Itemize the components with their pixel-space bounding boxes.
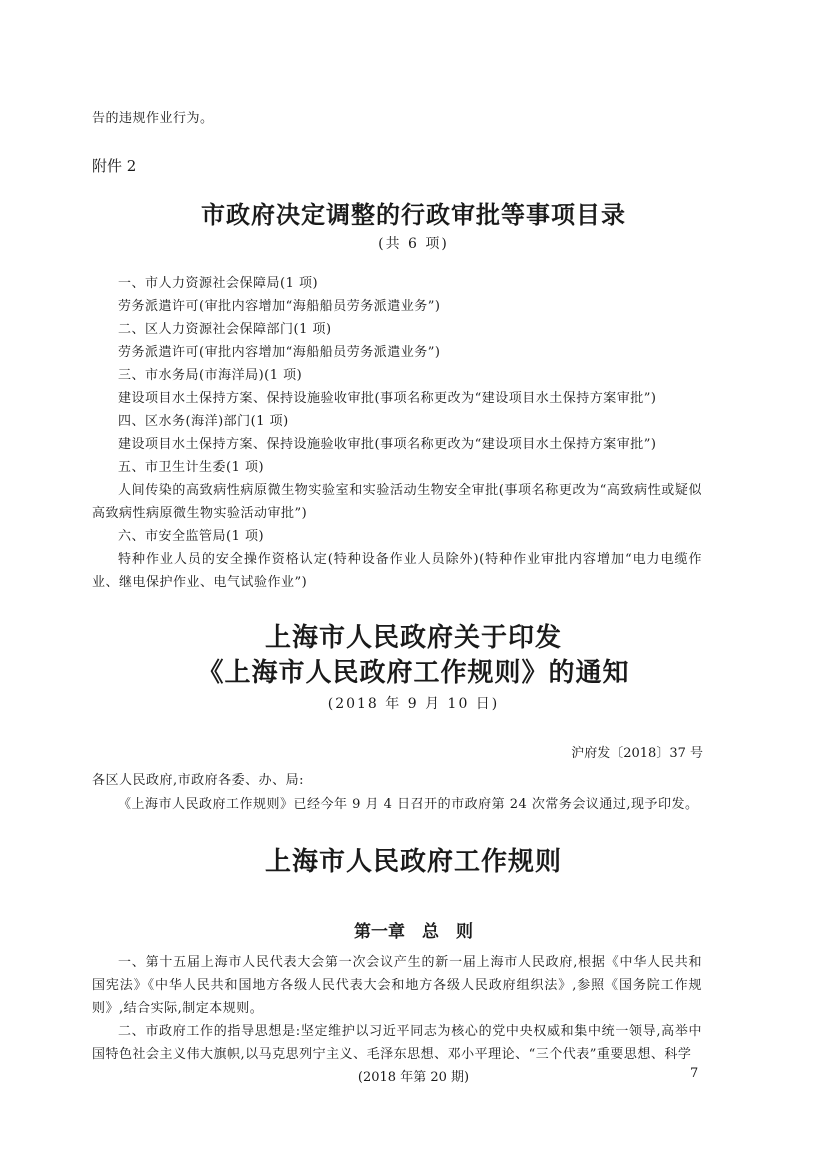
catalog-item-content: 建设项目水土保持方案、保持设施验收审批(事项名称更改为“建设项目水土保持方案审批”): [118, 391, 657, 406]
catalog-count: (共 6 项): [378, 236, 449, 252]
catalog-item-content: 人间传染的高致病性病原微生物实验室和实验活动生物安全审批(事项名称更改为“高致病性或疑似高致病性病原微生物实验活动审批”): [92, 483, 702, 521]
chapter-title: 第一章 总 则: [354, 922, 473, 942]
catalog-item-content: 建设项目水土保持方案、保持设施验收审批(事项名称更改为“建设项目水土保持方案审批”): [118, 437, 657, 452]
carryover-line: 告的违规作业行为。: [92, 111, 214, 126]
page-number: 7: [690, 1066, 699, 1081]
rules-body: [92, 951, 702, 1066]
paragraph: 一、第十五届上海市人民代表大会第一次会议产生的新一届上海市人民政府,根据《中华人民共和国宪法》《中华人民共和国地方各级人民代表大会和地方各级人民政府组织法》,参照《国务院工作规则》,结合实际,制定本规则。: [92, 955, 702, 1016]
footer-issue: (2018 年第 20 期): [357, 1070, 470, 1085]
catalog-item-content: 特种作业人员的安全操作资格认定(特种设备作业人员除外)(特种作业审批内容增加“电力电缆作业、继电保护作业、电气试验作业”): [92, 552, 702, 590]
catalog-item-heading: 二、区人力资源社会保障部门(1 项): [118, 322, 332, 337]
catalog-item-content: 劳务派遣许可(审批内容增加“海船船员劳务派遣业务”): [118, 345, 441, 360]
catalog-item-heading: 三、市水务局(市海洋局)(1 项): [118, 368, 303, 383]
catalog-item-heading: 六、市安全监管局(1 项): [118, 529, 265, 544]
notice-title-line1: 上海市人民政府关于印发: [264, 623, 562, 653]
rules-title: 上海市人民政府工作规则: [264, 847, 562, 877]
notice-date: (2018 年 9 月 10 日): [327, 696, 500, 712]
notice-body: 《上海市人民政府工作规则》已经今年 9 月 4 日召开的市政府第 24 次常务会议通过,现予印发。: [118, 797, 699, 812]
catalog-item-heading: 一、市人力资源社会保障局(1 项): [118, 276, 319, 291]
catalog-item-heading: 四、区水务(海洋)部门(1 项): [118, 414, 289, 429]
recipients: 各区人民政府,市政府各委、办、局:: [92, 773, 305, 788]
catalog-item-heading: 五、市卫生计生委(1 项): [118, 460, 265, 475]
notice-title-line2: 《上海市人民政府工作规则》的通知: [197, 658, 630, 688]
paragraph: 二、市政府工作的指导思想是:坚定维护以习近平同志为核心的党中央权威和集中统一领导,高举中国特色社会主义伟大旗帜,以马克思列宁主义、毛泽东思想、邓小平理论、“三个代表”重要思想、科学: [92, 1024, 702, 1062]
catalog-item-content: 劳务派遣许可(审批内容增加“海船船员劳务派遣业务”): [118, 299, 441, 314]
catalog-list: [92, 272, 702, 594]
document-number: 沪府发〔2018〕37 号: [571, 746, 703, 761]
attachment-label: 附件 2: [92, 157, 137, 175]
catalog-title: 市政府决定调整的行政审批等事项目录: [201, 200, 626, 229]
